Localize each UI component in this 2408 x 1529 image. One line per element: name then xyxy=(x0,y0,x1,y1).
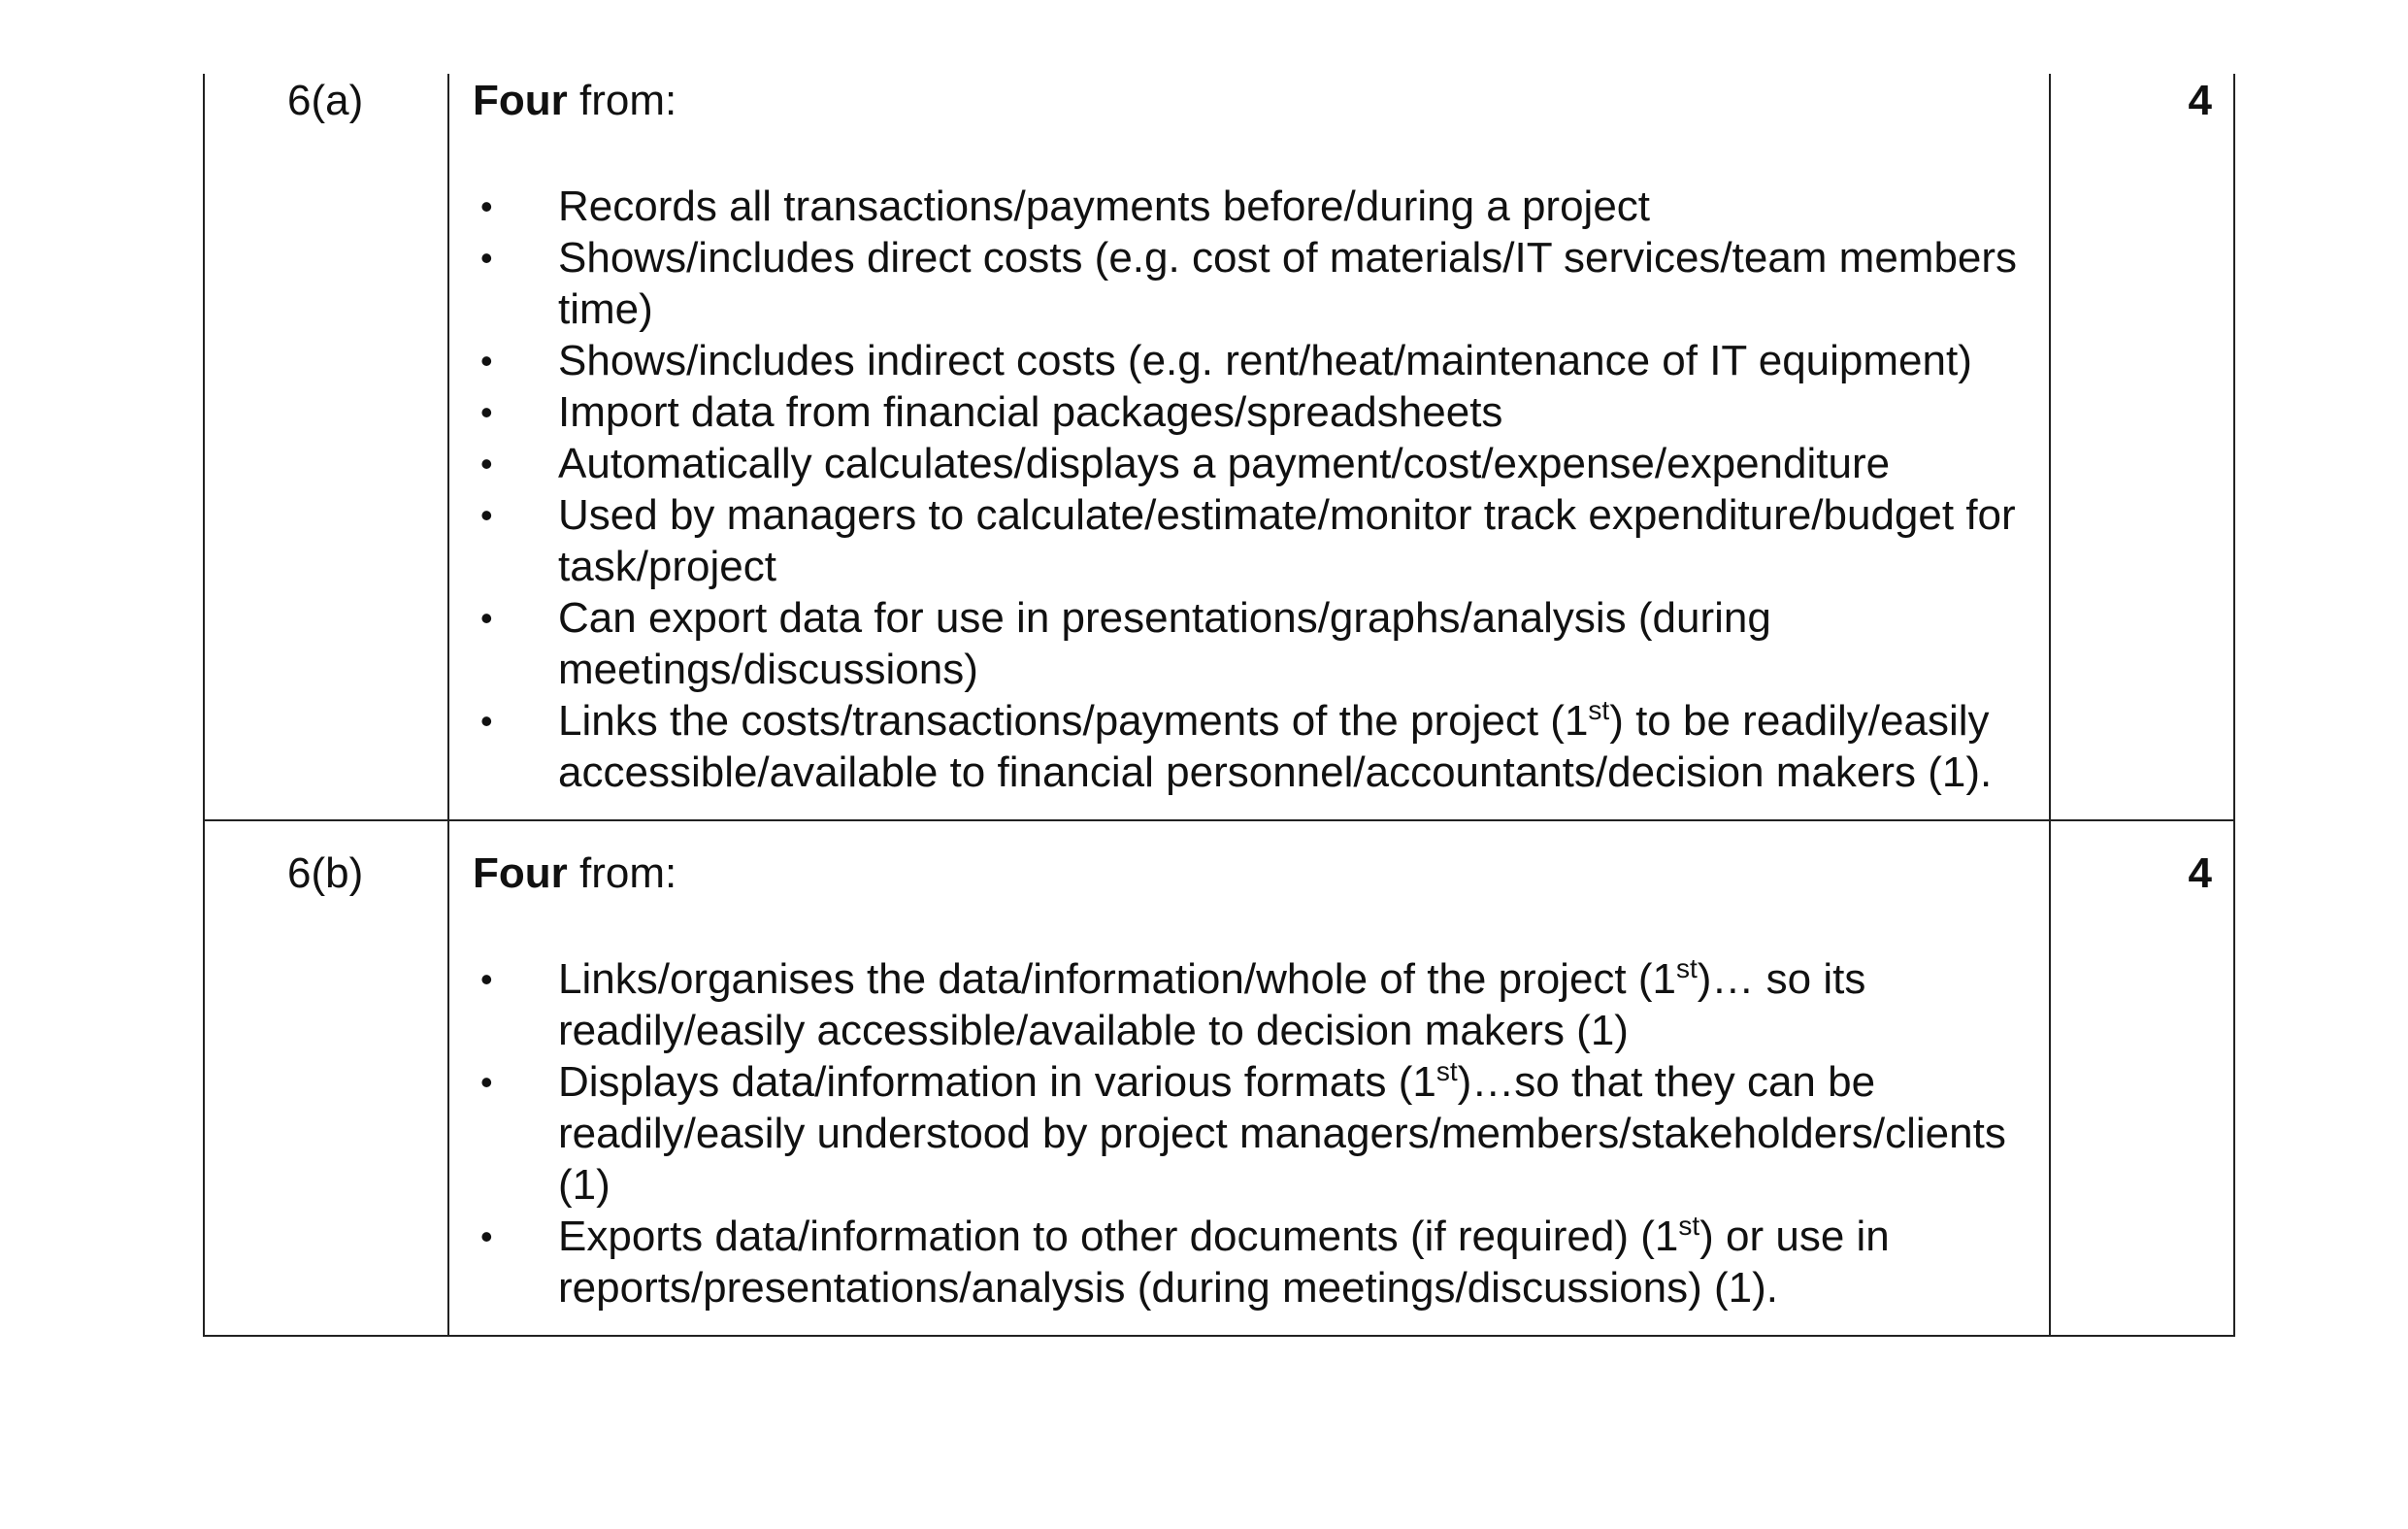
table-row xyxy=(204,74,2234,820)
bullet-icon: • xyxy=(480,186,493,226)
answer-point xyxy=(473,1211,2029,1313)
point-text: Links the costs/transactions/payments of the project (1 xyxy=(558,697,1589,745)
answer-intro xyxy=(473,75,2029,126)
point-text: Used by managers to calculate/estimate/monitor track expenditure/budget for task/project xyxy=(558,491,2016,590)
point-text: Shows/includes direct costs (e.g. cost of materials/IT services/team members time) xyxy=(558,234,2018,333)
marks-value: 4 xyxy=(2188,849,2212,897)
ordinal-superscript: st xyxy=(1588,695,1610,725)
answer-point xyxy=(473,953,2029,1056)
bullet-icon: • xyxy=(480,1062,493,1102)
bullet-icon: • xyxy=(480,959,493,999)
question-number: 6(a) xyxy=(287,77,364,124)
bullet-icon: • xyxy=(480,392,493,432)
answer-point xyxy=(473,1056,2029,1211)
point-text-continued: )…so that they can be readily/easily understood by project managers/members/stakeholders/clients (1) xyxy=(558,1058,2006,1209)
point-text-continued: )… so its readily/easily accessible/available to decision makers (1) xyxy=(558,955,1866,1054)
point-text: Exports data/information to other documents (if required) (1 xyxy=(558,1213,1679,1260)
answer-point xyxy=(473,592,2029,695)
bullet-icon: • xyxy=(480,701,493,741)
table-row xyxy=(204,820,2234,1336)
answer-point xyxy=(473,181,2029,232)
point-text: Automatically calculates/displays a payment/cost/expense/expenditure xyxy=(558,440,1891,487)
answer-point xyxy=(473,386,2029,438)
question-number: 6(b) xyxy=(287,849,364,897)
bullet-icon: • xyxy=(480,598,493,638)
answer-point xyxy=(473,335,2029,386)
bullet-icon: • xyxy=(480,238,493,278)
ordinal-superscript: st xyxy=(1676,953,1698,983)
marks-cell xyxy=(2050,74,2234,820)
point-text: Import data from financial packages/spreadsheets xyxy=(558,388,1503,436)
intro-rest: from: xyxy=(567,849,677,897)
answer-point xyxy=(473,489,2029,592)
answer-intro xyxy=(473,848,2029,899)
point-text: Displays data/information in various formats (1 xyxy=(558,1058,1436,1106)
question-number-cell xyxy=(204,74,448,820)
intro-bold: Four xyxy=(473,849,568,897)
answer-point xyxy=(473,695,2029,798)
intro-rest: from: xyxy=(567,77,677,124)
ordinal-superscript: st xyxy=(1435,1056,1458,1086)
point-text: Can export data for use in presentations/graphs/analysis (during meetings/discussions) xyxy=(558,594,1771,693)
answer-point xyxy=(473,232,2029,335)
bullet-icon: • xyxy=(480,341,493,381)
answer-point xyxy=(473,438,2029,489)
point-text-continued: ) to be readily/easily accessible/available to financial personnel/accountants/decision makers (1). xyxy=(558,697,1993,796)
answer-points-list xyxy=(473,953,2029,1313)
bullet-icon: • xyxy=(480,1216,493,1256)
bullet-icon: • xyxy=(480,495,493,535)
answer-points-list xyxy=(473,181,2029,798)
mark-scheme-table xyxy=(203,74,2235,1337)
point-text: Links/organises the data/information/whole of the project (1 xyxy=(558,955,1676,1003)
question-number-cell xyxy=(204,820,448,1336)
bullet-icon: • xyxy=(480,444,493,483)
mark-scheme-body xyxy=(204,74,2234,1336)
ordinal-superscript: st xyxy=(1678,1211,1700,1241)
point-text: Records all transactions/payments before/during a project xyxy=(558,183,1651,230)
answer-cell xyxy=(448,74,2050,820)
answer-cell xyxy=(448,820,2050,1336)
marks-cell xyxy=(2050,820,2234,1336)
intro-bold: Four xyxy=(473,77,568,124)
point-text: Shows/includes indirect costs (e.g. rent/heat/maintenance of IT equipment) xyxy=(558,337,1972,384)
point-text-continued: ) or use in reports/presentations/analysis (during meetings/discussions) (1). xyxy=(558,1213,1890,1312)
marks-value: 4 xyxy=(2188,77,2212,124)
